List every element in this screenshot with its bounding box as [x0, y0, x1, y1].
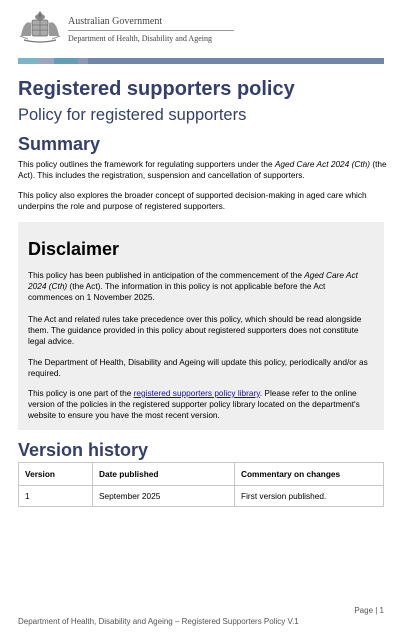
table-header-row	[19, 463, 384, 486]
government-name: Australian Government	[68, 16, 163, 27]
stripe-segment	[54, 58, 78, 64]
summary-paragraph-2: This policy also explores the broader concept of supported decision-making in aged care which underpins the role and purpose of registered supporters.	[18, 190, 367, 211]
header	[18, 10, 258, 50]
column-header-commentary: Commentary on changes	[235, 463, 384, 486]
department-name: Department of Health, Disability and Ageing	[68, 34, 212, 43]
header-stripe	[18, 58, 384, 64]
table-cell-version: 1	[19, 486, 93, 507]
stripe-segment	[78, 58, 88, 64]
disclaimer-box	[18, 222, 384, 430]
table-row	[19, 486, 384, 507]
disclaimer-paragraph-3: The Department of Health, Disability and Ageing will update this policy, periodically and/or as required.	[28, 357, 368, 378]
summary-heading: Summary	[18, 134, 101, 154]
version-history-heading: Version history	[18, 440, 149, 460]
disclaimer-paragraph-2: The Act and related rules take precedence over this policy, which should be read alongside them. The guidance provided in this policy about registered supporters does not constitute legal advice.	[28, 314, 362, 346]
stripe-segment	[88, 58, 384, 64]
summary-paragraph-1: This policy outlines the framework for regulating supporters under the Aged Care Act 2024 (Cth) (the Act). This includes the registration, suspension and cancellation of supporters.	[18, 159, 387, 180]
header-divider	[68, 30, 234, 31]
footer-text: Department of Health, Disability and Ageing – Registered Supporters Policy V.1	[18, 617, 299, 626]
disclaimer-paragraph-1: This policy has been published in anticipation of the commencement of the Aged Care Act 2024 (Cth) (the Act). The information in this policy is not applicable before the Act commences on 1 November 2025.	[28, 270, 358, 302]
disclaimer-heading: Disclaimer	[28, 239, 120, 259]
stripe-segment	[18, 58, 38, 64]
table-cell-commentary: First version published.	[235, 486, 384, 507]
table-cell-date: September 2025	[93, 486, 235, 507]
page-title: Registered supporters policy	[18, 78, 295, 100]
stripe-segment	[38, 58, 54, 64]
coat-of-arms-icon	[18, 10, 62, 46]
page-number: Page | 1	[354, 606, 384, 615]
column-header-date-published: Date published	[93, 463, 235, 486]
page-subtitle: Policy for registered supporters	[18, 106, 247, 124]
version-history-table	[18, 462, 384, 507]
policy-library-link[interactable]: registered supporters policy library	[133, 388, 260, 398]
disclaimer-paragraph-4: This policy is one part of the registered supporters policy library. Please refer to the online version of the policies in the registered supporter policy library located on the department's website to ensure you have the most recent version.	[28, 388, 360, 420]
column-header-version: Version	[19, 463, 93, 486]
